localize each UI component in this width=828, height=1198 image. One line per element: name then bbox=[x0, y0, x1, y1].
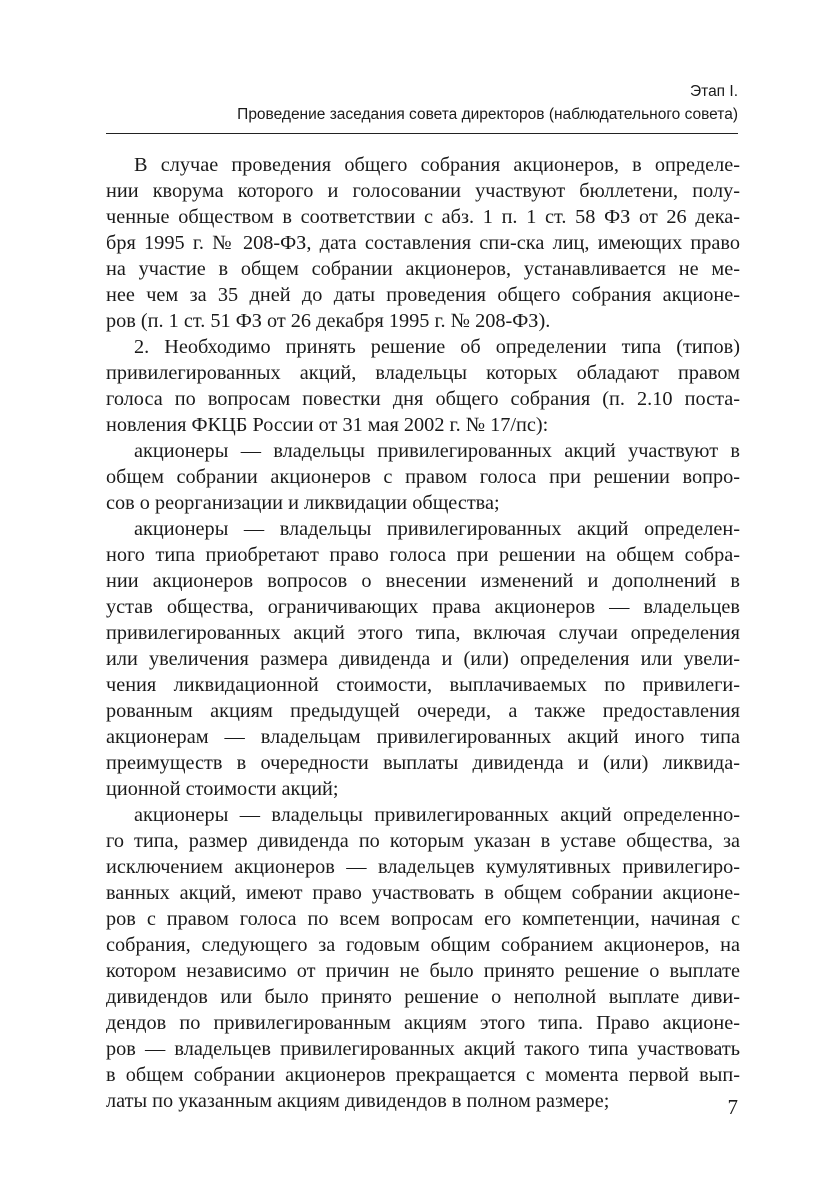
text-line: привилегированных акций, владельцы которых обладают правом bbox=[106, 362, 740, 384]
text-line: латы по указанным акциям дивидендов в полном размере; bbox=[106, 1090, 610, 1112]
text-line: В случае проведения общего собрания акционеров, в определе- bbox=[134, 154, 740, 176]
text-line: бря 1995 г. № 208-ФЗ, дата составления спи-ска лиц, имеющих право bbox=[106, 232, 740, 254]
text-line: ров (п. 1 ст. 51 ФЗ от 26 декабря 1995 г. № 208-ФЗ). bbox=[106, 310, 551, 332]
paragraph-4 bbox=[106, 516, 740, 802]
page-body bbox=[106, 152, 740, 1114]
text-line: ционной стоимости акций; bbox=[106, 778, 339, 800]
text-line: ров с правом голоса по всем вопросам его компетенции, начиная с bbox=[106, 908, 740, 930]
text-line: акционеры — владельцы привилегированных акций участвуют в bbox=[134, 440, 740, 462]
text-line: голоса по вопросам повестки дня общего собрания (п. 2.10 поста- bbox=[106, 388, 740, 410]
text-line: 2. Необходимо принять решение об определении типа (типов) bbox=[134, 336, 740, 358]
text-line: в общем собрании акционеров прекращается с момента первой вып- bbox=[106, 1064, 740, 1086]
text-line: го типа, размер дивиденда по которым указан в уставе общества, за bbox=[106, 830, 740, 852]
text-line: дивидендов или было принято решение о неполной выплате диви- bbox=[106, 986, 740, 1008]
text-line: ченные обществом в соответствии с абз. 1 п. 1 ст. 58 ФЗ от 26 дека- bbox=[106, 206, 740, 228]
running-header-stage: Этап I. bbox=[690, 83, 738, 100]
text-line: преимуществ в очередности выплаты дивиденда и (или) ликвида- bbox=[106, 752, 740, 774]
text-line: собрания, следующего за годовым общим собранием акционеров, на bbox=[106, 934, 740, 956]
text-line: ров — владельцев привилегированных акций такого типа участвовать bbox=[106, 1038, 740, 1060]
text-line: нии акционеров вопросов о внесении изменений и дополнений в bbox=[106, 570, 740, 592]
paragraph-1 bbox=[106, 152, 740, 334]
text-line: акционерам — владельцам привилегированных акций иного типа bbox=[106, 726, 740, 748]
paragraph-3 bbox=[106, 438, 740, 516]
text-line: дендов по привилегированным акциям этого типа. Право акционе- bbox=[106, 1012, 740, 1034]
text-line: новления ФКЦБ России от 31 мая 2002 г. № 17/пс): bbox=[106, 414, 549, 436]
text-line: чения ликвидационной стоимости, выплачиваемых по привилеги- bbox=[106, 674, 740, 696]
text-line: нии кворума которого и голосовании участвуют бюллетени, полу- bbox=[106, 180, 740, 202]
header-divider bbox=[106, 133, 738, 134]
text-line: ного типа приобретают право голоса при решении на общем собра- bbox=[106, 544, 740, 566]
text-line: рованным акциям предыдущей очереди, а также предоставления bbox=[106, 700, 740, 722]
text-line: исключением акционеров — владельцев кумулятивных привилегиро- bbox=[106, 856, 740, 878]
running-header bbox=[106, 80, 738, 126]
text-line: ванных акций, имеют право участвовать в общем собрании акционе- bbox=[106, 882, 740, 904]
text-line: или увеличения размера дивиденда и (или) определения или увели- bbox=[106, 648, 740, 670]
paragraph-5 bbox=[106, 802, 740, 1114]
text-line: на участие в общем собрании акционеров, устанавливается не ме- bbox=[106, 258, 740, 280]
text-line: привилегированных акций этого типа, включая случаи определения bbox=[106, 622, 740, 644]
text-line: сов о реорганизации и ликвидации общества; bbox=[106, 492, 500, 514]
paragraph-2 bbox=[106, 334, 740, 438]
page-number: 7 bbox=[727, 1095, 738, 1119]
text-line: устав общества, ограничивающих права акционеров — владельцев bbox=[106, 596, 740, 618]
text-line: акционеры — владельцы привилегированных акций определенно- bbox=[134, 804, 740, 826]
text-line: нее чем за 35 дней до даты проведения общего собрания акционе- bbox=[106, 284, 740, 306]
text-line: котором независимо от причин не было принято решение о выплате bbox=[106, 960, 740, 982]
running-header-title: Проведение заседания совета директоров (наблюдательного совета) bbox=[237, 106, 738, 123]
text-line: общем собрании акционеров с правом голоса при решении вопро- bbox=[106, 466, 740, 488]
text-line: акционеры — владельцы привилегированных акций определен- bbox=[134, 518, 740, 540]
